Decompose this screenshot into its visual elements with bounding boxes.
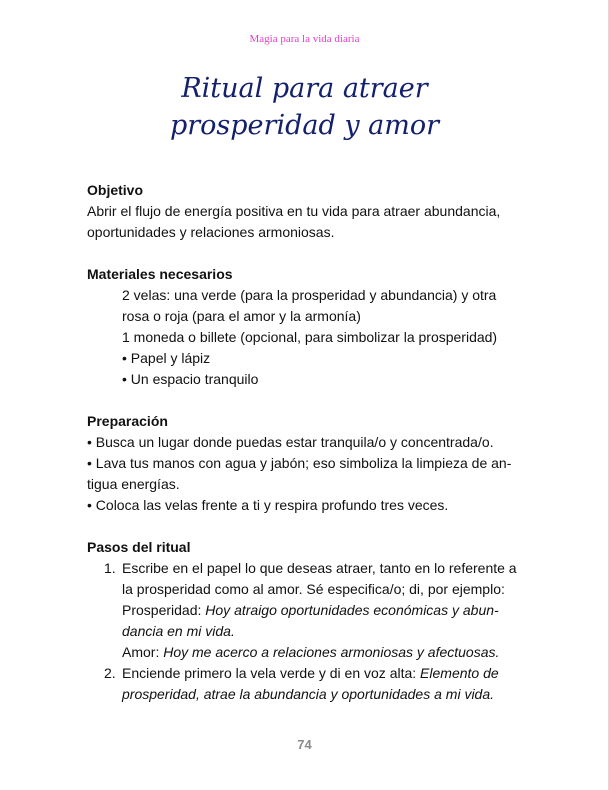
section-heading-materiales: Materiales necesarios bbox=[87, 266, 233, 282]
step-1-line-2: la prosperidad como al amor. Sé especifica/o; di, por ejemplo: bbox=[122, 581, 505, 597]
amor-example: Hoy me acerco a relaciones armoniosas y afectuosas. bbox=[163, 644, 500, 660]
step-item-2 bbox=[87, 663, 527, 705]
section-pasos bbox=[87, 537, 527, 705]
spacer bbox=[87, 390, 527, 411]
preparation-item-2-line-1: • Lava tus manos con agua y jabón; eso simboliza la limpieza de an- bbox=[87, 455, 512, 471]
step-2-invocation-line-1: Elemento de bbox=[420, 665, 499, 681]
prosperidad-example-line-2: dancia en mi vida. bbox=[122, 623, 235, 639]
step-1-prosperidad-cont bbox=[122, 621, 527, 642]
step-2-line-2 bbox=[122, 684, 527, 705]
preparation-item-1: • Busca un lugar donde puedas estar tranquila/o y concentrada/o. bbox=[87, 434, 494, 450]
page-number: 74 bbox=[297, 737, 312, 752]
step-number: 2. bbox=[104, 665, 116, 681]
objetivo-text-line-2: oportunidades y relaciones armoniosas. bbox=[87, 224, 335, 240]
section-materiales bbox=[87, 264, 527, 390]
section-preparacion bbox=[87, 411, 527, 516]
material-item-3: • Papel y lápiz bbox=[122, 350, 211, 366]
objetivo-text-line-1: Abrir el flujo de energía positiva en tu vida para atraer abundancia, bbox=[87, 203, 501, 219]
title-line-1: Ritual para atraer bbox=[181, 73, 428, 104]
page-content bbox=[87, 180, 527, 705]
step-number: 1. bbox=[104, 560, 116, 576]
section-objetivo bbox=[87, 180, 527, 243]
spacer bbox=[87, 243, 527, 264]
amor-label: Amor: bbox=[122, 644, 164, 660]
running-head: Magia para la vida diaria bbox=[249, 33, 360, 45]
section-heading-pasos: Pasos del ritual bbox=[87, 539, 191, 555]
steps-list bbox=[87, 558, 527, 705]
step-1-amor bbox=[122, 642, 527, 663]
materials-list bbox=[87, 285, 527, 390]
section-heading-objetivo: Objetivo bbox=[87, 182, 144, 198]
page-title bbox=[0, 70, 609, 144]
title-line-2: prosperidad y amor bbox=[169, 110, 440, 141]
step-1-prosperidad bbox=[122, 600, 527, 621]
step-2-line-1 bbox=[122, 663, 527, 684]
step-1-line-1: Escribe en el papel lo que deseas atraer, tanto en lo referente a bbox=[122, 560, 517, 576]
material-item-4: • Un espacio tranquilo bbox=[122, 371, 259, 387]
material-item-2: 1 moneda o billete (opcional, para simbolizar la prosperidad) bbox=[122, 329, 498, 345]
material-item-1-line-2: rosa o roja (para el amor y la armonía) bbox=[122, 308, 361, 324]
preparation-item-3: • Coloca las velas frente a ti y respira profundo tres veces. bbox=[87, 497, 449, 513]
preparation-item-2-line-2: tigua energías. bbox=[87, 476, 180, 492]
step-2-text: Enciende primero la vela verde y di en voz alta: bbox=[122, 665, 421, 681]
section-heading-preparacion: Preparación bbox=[87, 413, 168, 429]
prosperidad-label: Prosperidad: bbox=[122, 602, 206, 618]
spacer bbox=[87, 516, 527, 537]
step-item-1 bbox=[87, 558, 527, 663]
step-2-invocation-line-2: prosperidad, atrae la abundancia y oportunidades a mi vida. bbox=[122, 686, 495, 702]
prosperidad-example-line-1: Hoy atraigo oportunidades económicas y abun- bbox=[205, 602, 499, 618]
material-item-1-line-1: 2 velas: una verde (para la prosperidad y abundancia) y otra bbox=[122, 287, 497, 303]
